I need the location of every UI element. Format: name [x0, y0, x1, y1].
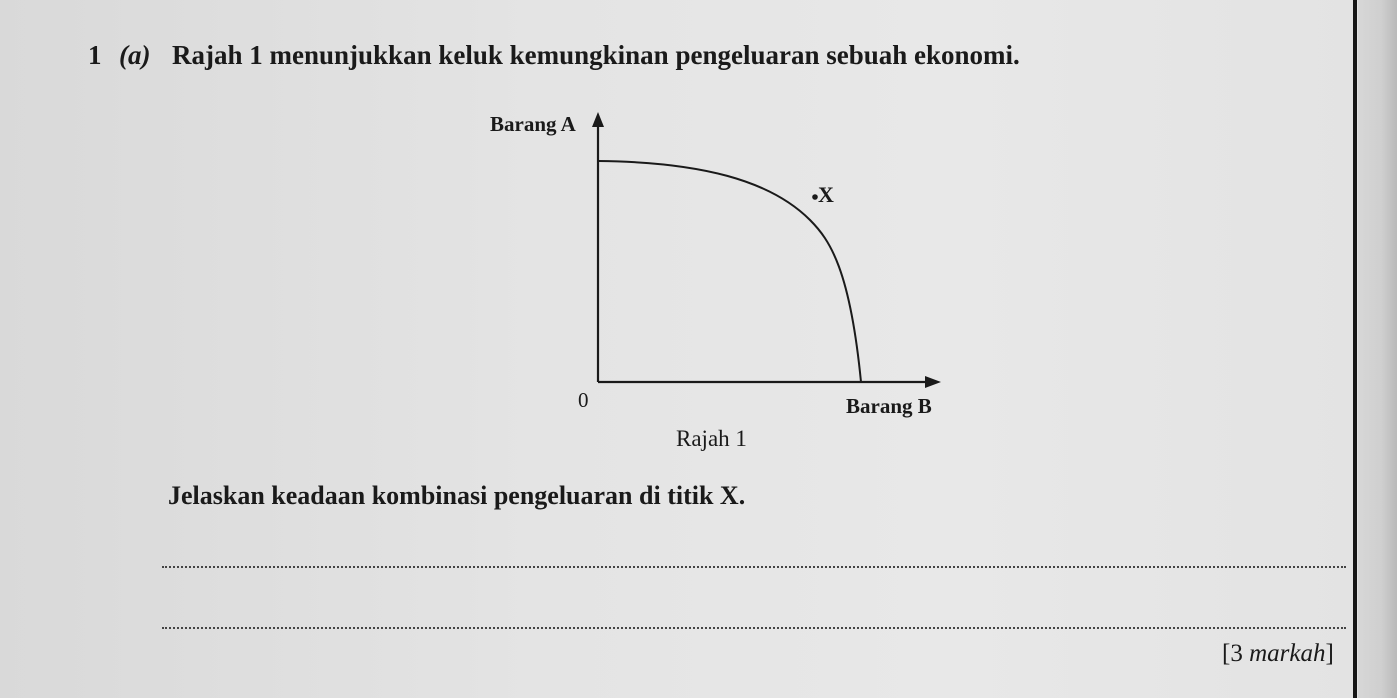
- x-axis-label: Barang B: [846, 394, 932, 418]
- marks-close: ]: [1325, 640, 1334, 667]
- page-border-line: [1353, 0, 1357, 698]
- x-axis-arrowhead: [925, 376, 941, 388]
- figure-caption: Rajah 1: [676, 426, 747, 451]
- question-instruction: Jelaskan keadaan kombinasi pengeluaran di titik X.: [168, 481, 746, 510]
- ppc-figure: [470, 100, 960, 460]
- marks-allocation: [1222, 640, 1334, 668]
- question-text: Rajah 1 menunjukkan keluk kemungkinan pengeluaran sebuah ekonomi.: [172, 40, 1020, 70]
- question-part: (a): [119, 40, 151, 70]
- marks-word: markah: [1249, 640, 1326, 667]
- point-x-marker: [812, 194, 818, 200]
- binding-edge: [1358, 0, 1397, 698]
- point-x-label: X: [818, 182, 834, 207]
- answer-line[interactable]: [162, 627, 1346, 629]
- marks-open: [3: [1222, 640, 1250, 667]
- origin-label: 0: [578, 388, 589, 412]
- y-axis-arrowhead: [592, 112, 604, 127]
- y-axis-label: Barang A: [490, 112, 576, 136]
- question-number: 1: [88, 40, 102, 70]
- answer-line[interactable]: [162, 566, 1346, 568]
